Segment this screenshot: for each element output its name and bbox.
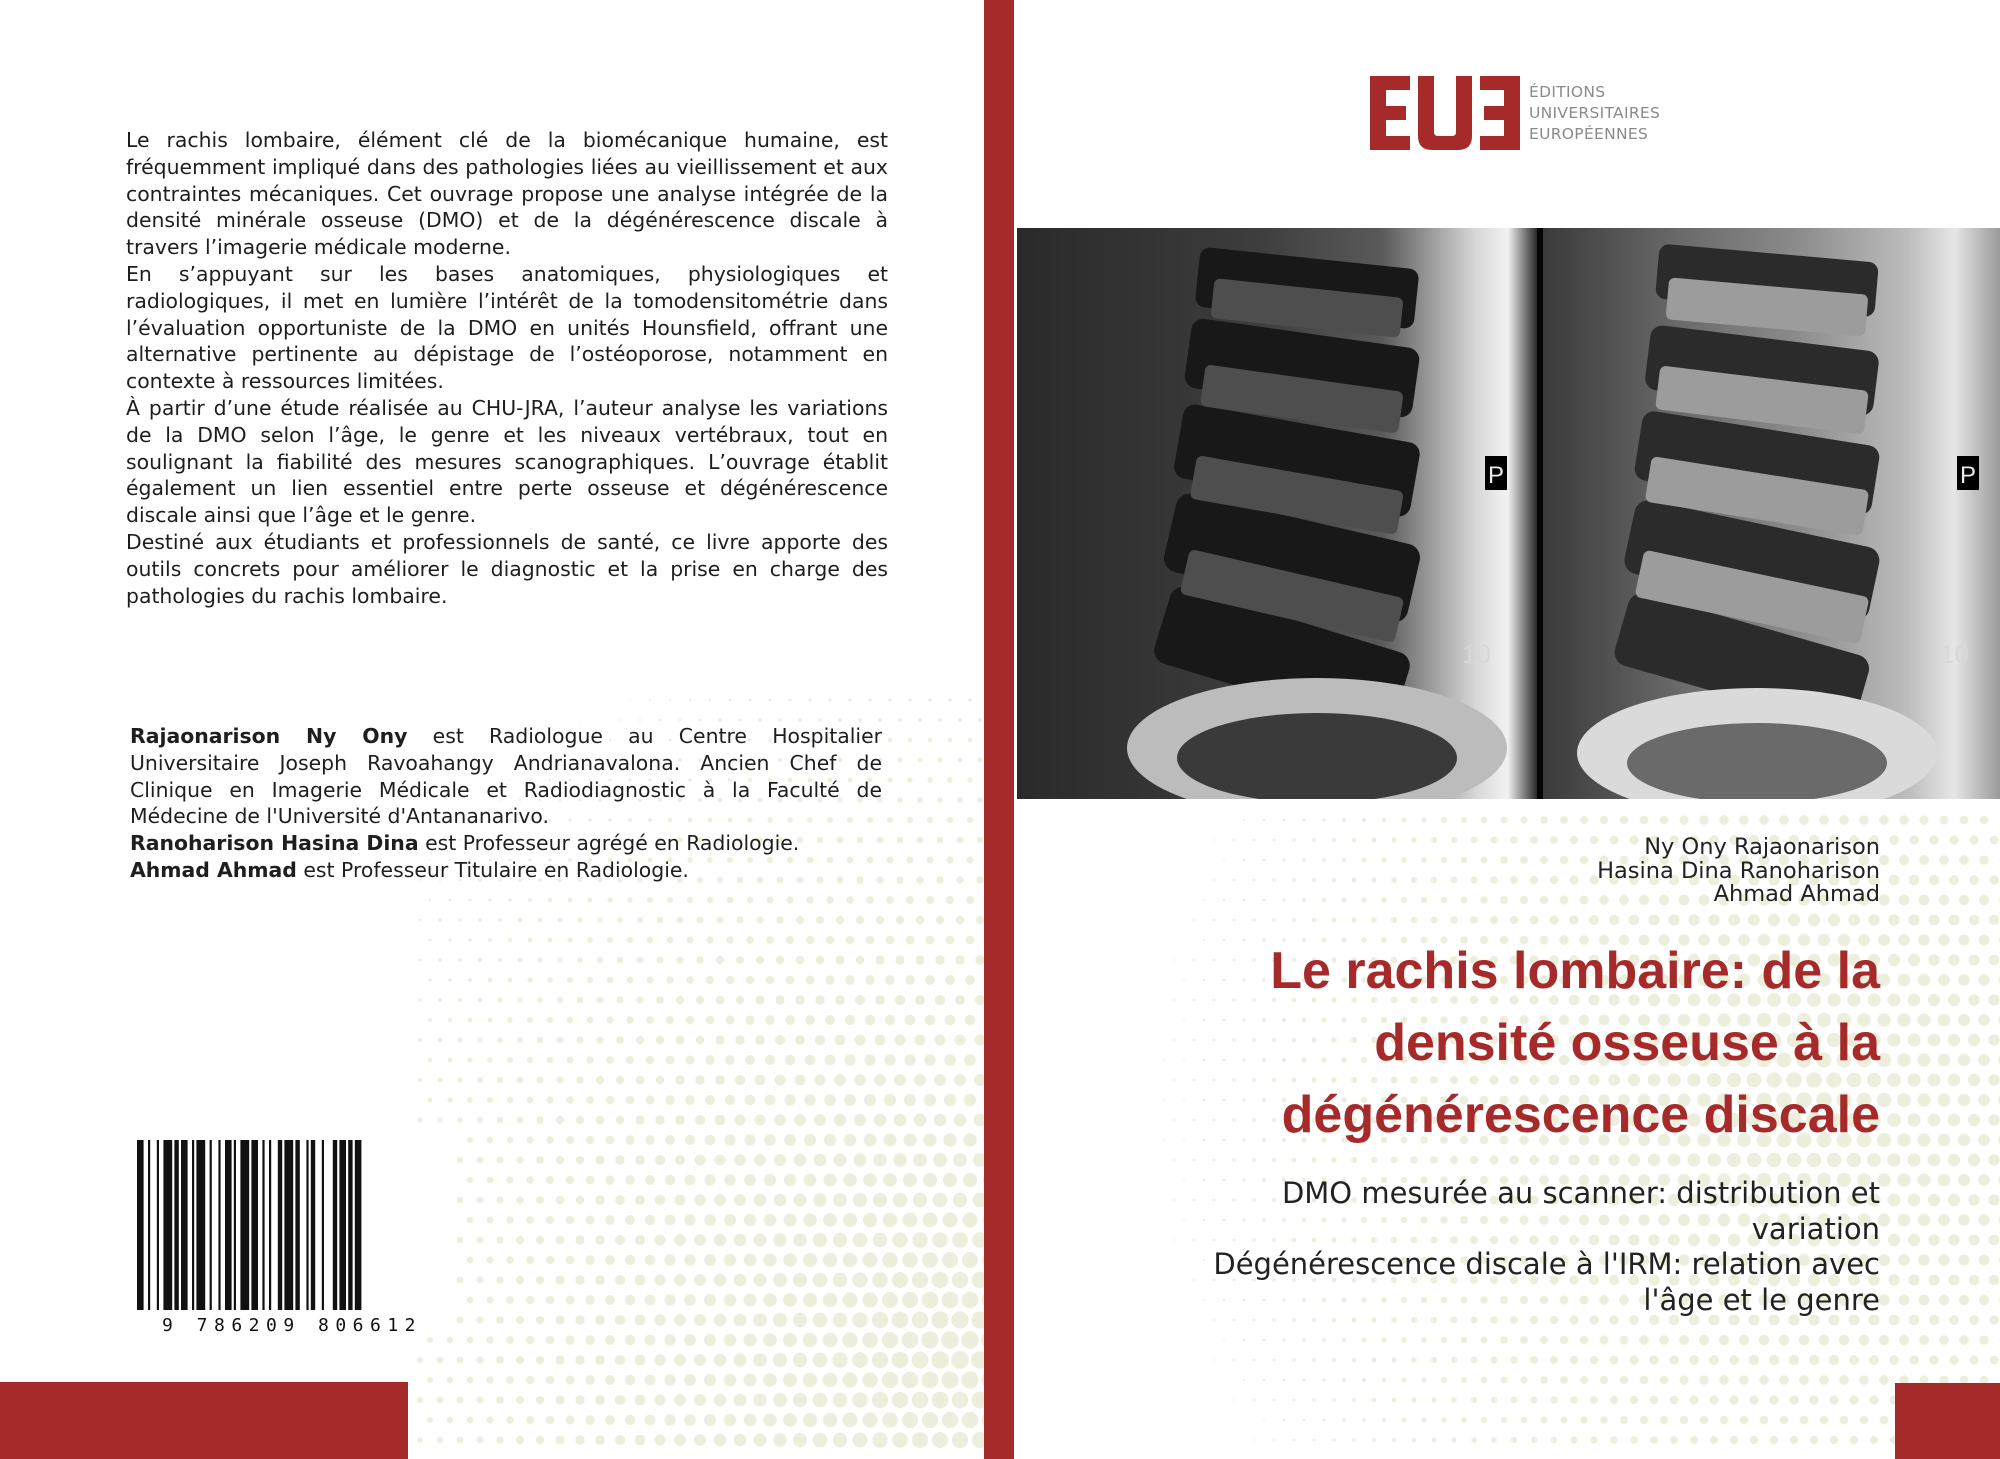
cover-author: Ahmad Ahmad xyxy=(1713,881,1880,907)
mri-orientation-marker: P xyxy=(1487,462,1505,489)
blurb-paragraph: En s’appuyant sur les bases anatomiques, physiologiques et radiologiques, il met en lumière l’intérêt de la tomodensitométrie dans l’évaluation opportuniste de la DMO en unités Hounsfield, offrant une alternative pertinente au dépistage de l’ostéoporose, notamment en contexte à ressources limitées. xyxy=(126,261,888,394)
subtitle-line: variation xyxy=(1751,1211,1880,1246)
book-spine xyxy=(984,0,1014,1459)
isbn-digits: 9 786209 806612 xyxy=(161,1315,423,1335)
subtitle-line: l'âge et le genre xyxy=(1643,1282,1880,1317)
blurb-paragraph: Le rachis lombaire, élément clé de la biomécanique humaine, est fréquemment impliqué dans des pathologies liées au vieillissement et aux contraintes mécaniques. Cet ouvrage propose une analyse intégrée de la densité minérale osseuse (DMO) et de la dégénérescence discale à travers l’imagerie médicale moderne. xyxy=(126,128,888,260)
bio-text: est Professeur agrégé en Radiologie. xyxy=(418,831,800,856)
publisher-line: ÉDITIONS xyxy=(1529,83,1606,101)
book-title xyxy=(1120,935,1880,1151)
isbn-barcode xyxy=(127,1135,457,1335)
cover-author: Hasina Dina Ranoharison xyxy=(1597,857,1880,884)
bio-paragraph xyxy=(130,723,882,830)
bio-author-name: Ranoharison Hasina Dina xyxy=(130,831,419,856)
mri-orientation-marker: P xyxy=(1959,462,1977,489)
bio-author-name: Ahmad Ahmad xyxy=(130,857,297,882)
title-line: Le rachis lombaire: de la xyxy=(1270,942,1880,1000)
publisher-line: UNIVERSITAIRES xyxy=(1529,104,1661,122)
bio-paragraph xyxy=(130,857,882,884)
publisher-logo xyxy=(1370,76,1520,150)
cover-author: Ny Ony Rajaonarison xyxy=(1644,834,1880,860)
author-bios xyxy=(130,723,882,884)
title-line: dégénérescence discale xyxy=(1281,1086,1880,1144)
publisher-line: EUROPÉENNES xyxy=(1529,125,1649,143)
publisher-name xyxy=(1529,82,1660,145)
blurb-paragraph: À partir d’une étude réalisée au CHU-JRA, l’auteur analyse les variations de la DMO selon l’âge, le genre et les niveaux vertébraux, tout en soulignant la fiabilité des mesures scanographiques. L’ouvrage établit également un lien essentiel entre perte osseuse et dégénérescence discale ainsi que l’âge et le genre. xyxy=(126,395,888,528)
mri-scale-label: 10 xyxy=(1940,639,1969,669)
book-subtitle xyxy=(1120,1176,1880,1318)
bio-author-name: Rajaonarison Ny Ony xyxy=(130,724,408,748)
mri-scale-label: 10 xyxy=(1462,639,1491,669)
subtitle-line: DMO mesurée au scanner: distribution et xyxy=(1281,1176,1880,1210)
bio-text: est Radiologue au Centre Hospitalier Universitaire Joseph Ravoahangy Andrianavalona. Ancien Chef de Clinique en Imagerie Médicale et Radiodiagnostic à la Faculté de Médecine de l'Université d'Antananarivo. xyxy=(130,724,883,829)
accent-bar-bottom-left xyxy=(0,1382,408,1459)
subtitle-line: Dégénérescence discale à l'IRM: relation avec xyxy=(1213,1247,1880,1281)
back-cover-blurb xyxy=(126,127,888,609)
accent-bar-bottom-right xyxy=(1895,1383,2000,1459)
bio-text: est Professeur Titulaire en Radiologie. xyxy=(296,857,689,882)
bio-paragraph xyxy=(130,830,882,857)
cover-authors xyxy=(1597,836,1880,907)
mri-spine-image xyxy=(1017,228,2000,799)
blurb-paragraph: Destiné aux étudiants et professionnels de santé, ce livre apporte des outils concrets pour améliorer le diagnostic et la prise en charge des pathologies du rachis lombaire. xyxy=(126,529,888,608)
title-line: densité osseuse à la xyxy=(1374,1014,1880,1072)
